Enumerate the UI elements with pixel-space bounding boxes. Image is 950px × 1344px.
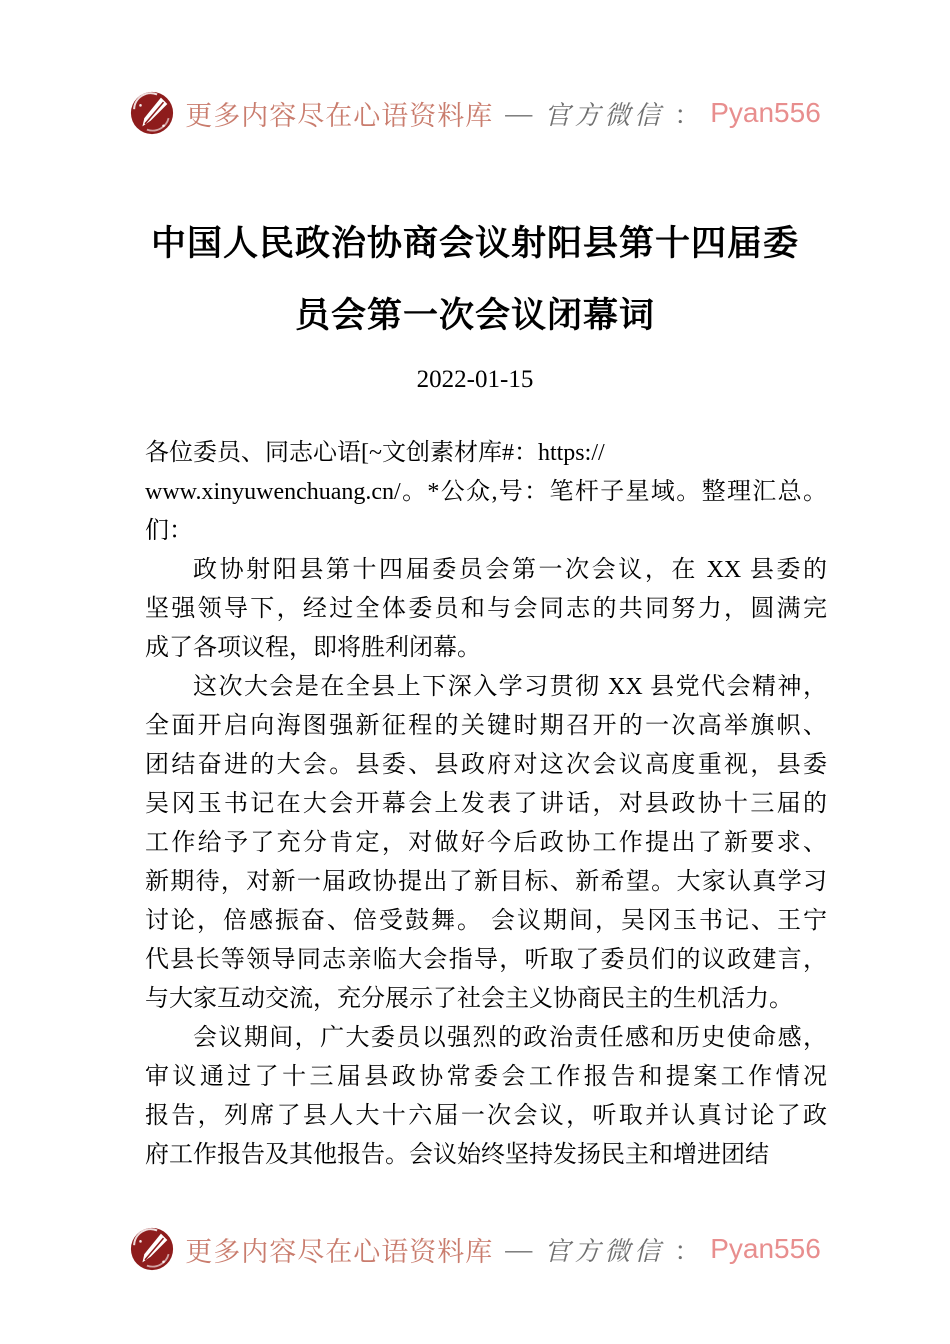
body-line: 会议期间，广大委员以强烈的政治责任感和历史使命感， (193, 1025, 827, 1051)
body-line: 府工作报告及其他报告。会议始终坚持发扬民主和增进团结 (145, 1142, 769, 1168)
body-line: 报告，列席了县人大十六届一次会议，听取并认真讨论了政 (145, 1103, 827, 1129)
body-line: 成了各项议程，即将胜利闭幕。 (145, 635, 481, 661)
wechat-id: Pyan556 (710, 1233, 821, 1264)
watermark-separator: ： (674, 100, 701, 130)
title-line-2: 员会第一次会议闭幕词 (294, 296, 655, 335)
body-line: 全面开启向海图强新征程的关键时期召开的一次高举旗帜、 (145, 713, 827, 739)
watermark-separator: ： (674, 1236, 701, 1266)
body-line: 工作给予了充分肯定，对做好今后政协工作提出了新要求、 (145, 830, 827, 856)
body-line: 们： (145, 518, 193, 544)
watermark-dash: — (505, 1233, 533, 1264)
watermark-dash: — (505, 97, 533, 128)
body-line: 与大家互动交流，充分展示了社会主义协商民主的生机活力。 (145, 986, 793, 1012)
body-line: 团结奋进的大会。县委、县政府对这次会议高度重视，县委 (145, 752, 827, 778)
wechat-id: Pyan556 (710, 97, 821, 128)
document-title (80, 208, 870, 352)
body-line: 各位委员、同志心语[~文创素材库#：https:// (145, 440, 605, 466)
body-line: 讨论，倍感振奋、倍受鼓舞。 会议期间，吴冈玉书记、王宁 (145, 908, 827, 934)
title-line-1: 中国人民政治协商会议射阳县第十四届委 (150, 224, 799, 263)
body-line: 这次大会是在全县上下深入学习贯彻 XX 县党代会精神， (193, 674, 827, 700)
wechat-label: 官方微信 (544, 100, 665, 130)
pen-logo-icon (129, 90, 175, 136)
body-line: 代县长等领导同志亲临大会指导，听取了委员们的议政建言， (145, 947, 827, 973)
body-line: 吴冈玉书记在大会开幕会上发表了讲话，对县政协十三届的 (145, 791, 827, 817)
watermark-footer (0, 1226, 950, 1272)
wechat-label: 官方微信 (544, 1236, 665, 1266)
document-date: 2022-01-15 (416, 366, 534, 393)
body-line: 坚强领导下，经过全体委员和与会同志的共同努力，圆满完 (145, 596, 827, 622)
watermark-text: 更多内容尽在心语资料库 (185, 100, 494, 131)
body-line: 新期待，对新一届政协提出了新目标、新希望。大家认真学习 (145, 869, 827, 895)
document-body (145, 434, 827, 1175)
watermark-header (0, 90, 950, 136)
body-line: 审议通过了十三届县政协常委会工作报告和提案工作情况 (145, 1064, 827, 1090)
body-line: www.xinyuwenchuang.cn/。*公众,号：笔杆子星域。整理汇总。 (145, 479, 827, 505)
pen-logo-icon (129, 1226, 175, 1272)
watermark-text: 更多内容尽在心语资料库 (185, 1236, 494, 1267)
body-line: 政协射阳县第十四届委员会第一次会议，在 XX 县委的 (193, 557, 827, 583)
